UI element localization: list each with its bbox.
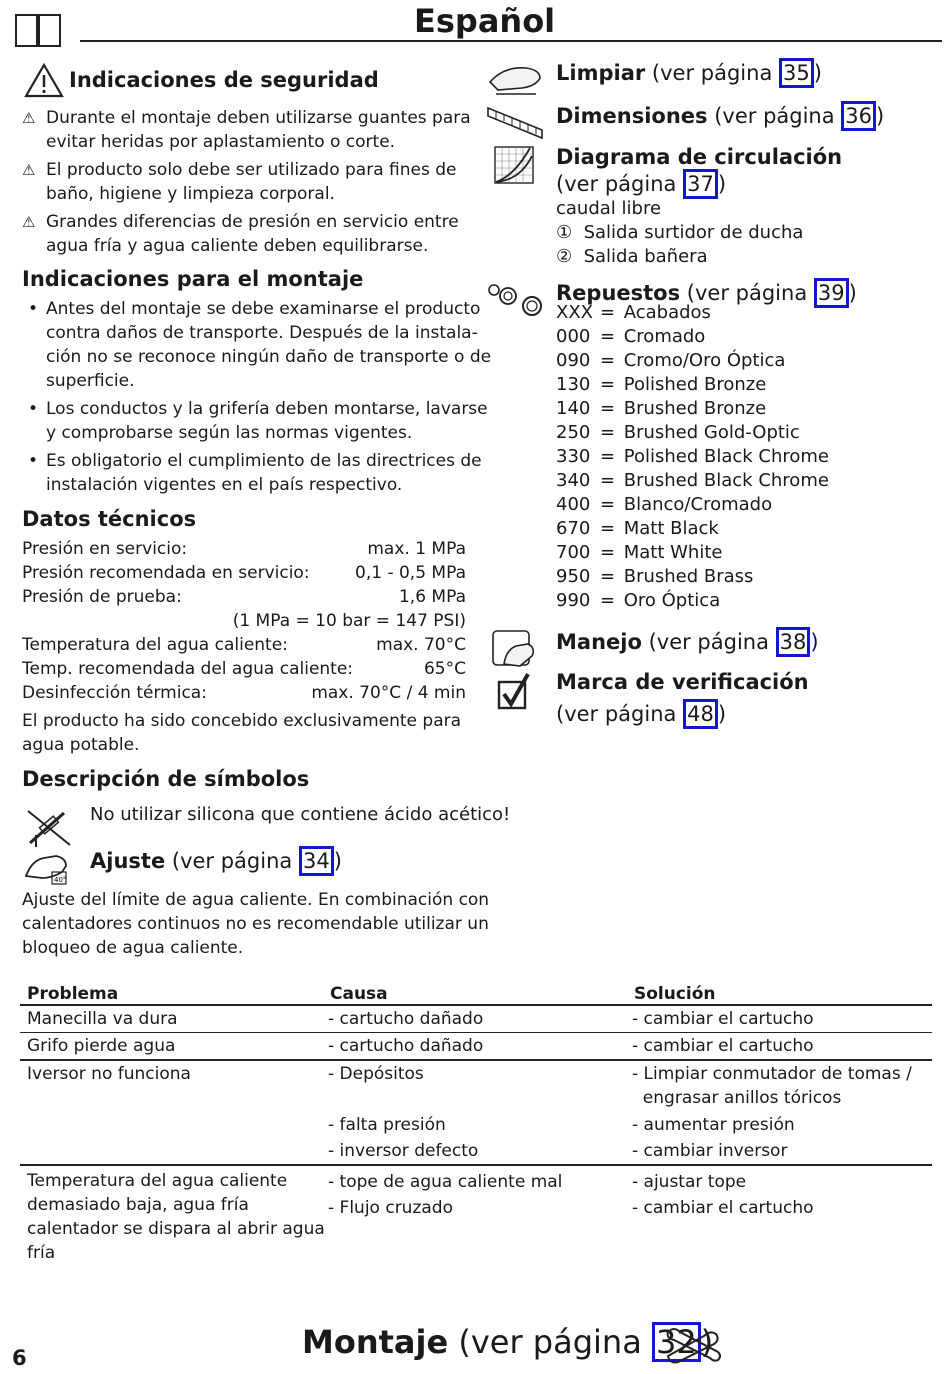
finish-code-row: 400 = Blanco/Cromado: [556, 494, 773, 515]
safety-line: baño, higiene y limpieza corporal.: [46, 184, 335, 204]
finish-code-list: [556, 301, 829, 613]
montaje-notes-title: Indicaciones para el montaje: [22, 267, 364, 291]
ajuste-text: calentadores continuos no es recomendable utilizar un: [22, 914, 489, 934]
warning-icon: ⚠: [22, 161, 36, 179]
symbols-title: Descripción de símbolos: [22, 767, 310, 791]
diagrama-sub: caudal libre: [556, 198, 662, 219]
finish-code-row: 340 = Brushed Black Chrome: [556, 470, 829, 491]
safety-line: Durante el montaje deben utilizarse guantes para: [46, 108, 471, 128]
tech-row: (1 MPa = 10 bar = 147 PSI): [232, 611, 466, 631]
manejo-heading: Manejo (ver página 38 ): [556, 627, 819, 657]
page-title: Español: [414, 2, 556, 40]
page-link-39[interactable]: 39: [814, 278, 849, 308]
outlet-item: ② Salida bañera: [556, 246, 708, 267]
col-header-causa: Causa: [330, 984, 388, 1004]
table-row: Manecilla va dura - cartucho dañado - cambiar el cartucho: [20, 1006, 932, 1033]
bullet-item: • Los conductos y la grifería deben montarse, lavarse y comprobarse según las normas vigentes.: [28, 399, 488, 443]
diagrama-heading: Diagrama de circulación: [556, 145, 843, 169]
safety-line: Grandes diferencias de presión en servicio entre: [46, 212, 459, 232]
table-row: Temperatura del agua caliente demasiado baja, agua fría calentador se dispara al abrir agua fría - tope de agua caliente mal - Flujo cruzado - ajustar tope - cambiar el cartucho: [27, 1171, 814, 1263]
marca-heading: Marca de verificación: [556, 670, 809, 694]
safety-line: agua fría y agua caliente deben equilibrarse.: [46, 236, 429, 256]
montaje-heading: Montaje (ver página 32 ): [302, 1323, 714, 1361]
tech-row: Temperatura del agua caliente: max. 70°C: [22, 635, 466, 655]
finish-code-row: XXX = Acabados: [556, 302, 711, 323]
diagrama-ref: (ver página 37 ): [556, 169, 726, 199]
repuestos-heading: Repuestos (ver página 39 ): [556, 278, 857, 308]
finish-code-row: 250 = Brushed Gold-Optic: [556, 422, 800, 443]
silicone-warning: No utilizar silicona que contiene ácido acético!: [90, 804, 511, 825]
safety-list: [22, 106, 472, 262]
finish-code-row: 000 = Cromado: [556, 326, 706, 347]
cleaning-hand-icon: [486, 60, 544, 98]
ajuste-text: bloqueo de agua caliente.: [22, 938, 244, 958]
bullet-item: • Antes del montaje se debe examinarse el producto contra daños de transporte. Después de la instala- ción no se reconoce ningún daño de transporte o de superficie.: [28, 299, 492, 391]
finish-code-row: 330 = Polished Black Chrome: [556, 446, 829, 467]
col-header-solucion: Solución: [634, 984, 716, 1004]
table-row: Grifo pierde agua - cartucho dañado - cambiar el cartucho: [20, 1033, 932, 1061]
checkbox-checked-icon: [496, 672, 532, 712]
bullet-item: • Es obligatorio el cumplimiento de las directrices de instalación vigentes en el país respectivo.: [28, 451, 482, 495]
finish-code-row: 670 = Matt Black: [556, 518, 719, 539]
finish-code-row: 950 = Brushed Brass: [556, 566, 754, 587]
safety-item: [22, 210, 472, 262]
tech-title: Datos técnicos: [22, 507, 197, 531]
tech-row: Presión de prueba: 1,6 MPa: [22, 587, 466, 607]
page-link-37[interactable]: 37: [683, 169, 718, 199]
warning-icon: ⚠: [22, 213, 36, 231]
page-link-32[interactable]: 32: [652, 1322, 701, 1362]
montaje-notes-list: [22, 297, 492, 501]
tech-note: agua potable.: [22, 735, 140, 755]
table-header: [20, 980, 932, 1004]
ajuste-heading: Ajuste (ver página 34 ): [90, 846, 342, 876]
tech-row: Presión en servicio: max. 1 MPa: [22, 539, 466, 559]
flow-diagram-icon: [494, 146, 534, 184]
page-link-36[interactable]: 36: [841, 101, 876, 131]
safety-item: [22, 106, 472, 158]
tech-row: Desinfección térmica: max. 70°C / 4 min: [22, 683, 466, 703]
tech-note: El producto ha sido concebido exclusivamente para: [22, 711, 462, 731]
page-number: 6: [12, 1346, 27, 1370]
dimensiones-heading: Dimensiones (ver página 36 ): [556, 101, 884, 131]
svg-text:40°: 40°: [54, 876, 67, 884]
safety-line: evitar heridas por aplastamiento o corte.: [46, 132, 396, 152]
col-header-problema: Problema: [27, 984, 119, 1004]
table-row: Iversor no funciona - Depósitos - Limpiar conmutador de tomas / engrasar anillos tóricos - falta presión - aumentar presión - inversor defecto - cambiar inversor: [20, 1061, 932, 1166]
silicone-gun-icon: [26, 805, 72, 847]
ruler-icon: [486, 104, 544, 140]
tech-row: Temp. recomendada del agua caliente: 65°C: [22, 659, 466, 679]
safety-item: [22, 158, 472, 210]
page-link-34[interactable]: 34: [299, 846, 334, 876]
ajuste-text: Ajuste del límite de agua caliente. En combinación con: [22, 890, 490, 910]
warning-icon: [24, 62, 64, 98]
page-link-48[interactable]: 48: [683, 699, 718, 729]
tech-row: Presión recomendada en servicio: 0,1 - 0,5 MPa: [22, 563, 466, 583]
finish-code-row: 140 = Brushed Bronze: [556, 398, 767, 419]
outlet-item: ① Salida surtidor de ducha: [556, 222, 804, 243]
limpiar-heading: Limpiar (ver página 35 ): [556, 58, 822, 88]
marca-ref: (ver página 48 ): [556, 699, 726, 729]
finish-code-row: 130 = Polished Bronze: [556, 374, 767, 395]
spare-parts-icon: [486, 280, 544, 320]
page-link-38[interactable]: 38: [776, 627, 811, 657]
page-link-35[interactable]: 35: [779, 58, 814, 88]
safety-line: El producto solo debe ser utilizado para fines de: [46, 160, 457, 180]
wrench-icon: [664, 1326, 722, 1364]
warning-icon: ⚠: [22, 109, 36, 127]
adjust-hand-icon: [22, 846, 70, 886]
troubleshooting-table: [20, 980, 932, 1266]
finish-code-row: 700 = Matt White: [556, 542, 723, 563]
safety-title: Indicaciones de seguridad: [69, 68, 379, 92]
finish-code-row: 990 = Oro Óptica: [556, 590, 721, 611]
book-icon: [14, 12, 62, 50]
header-rule: [80, 40, 942, 42]
finish-code-row: 090 = Cromo/Oro Óptica: [556, 350, 786, 371]
hand-operation-icon: [490, 628, 538, 670]
